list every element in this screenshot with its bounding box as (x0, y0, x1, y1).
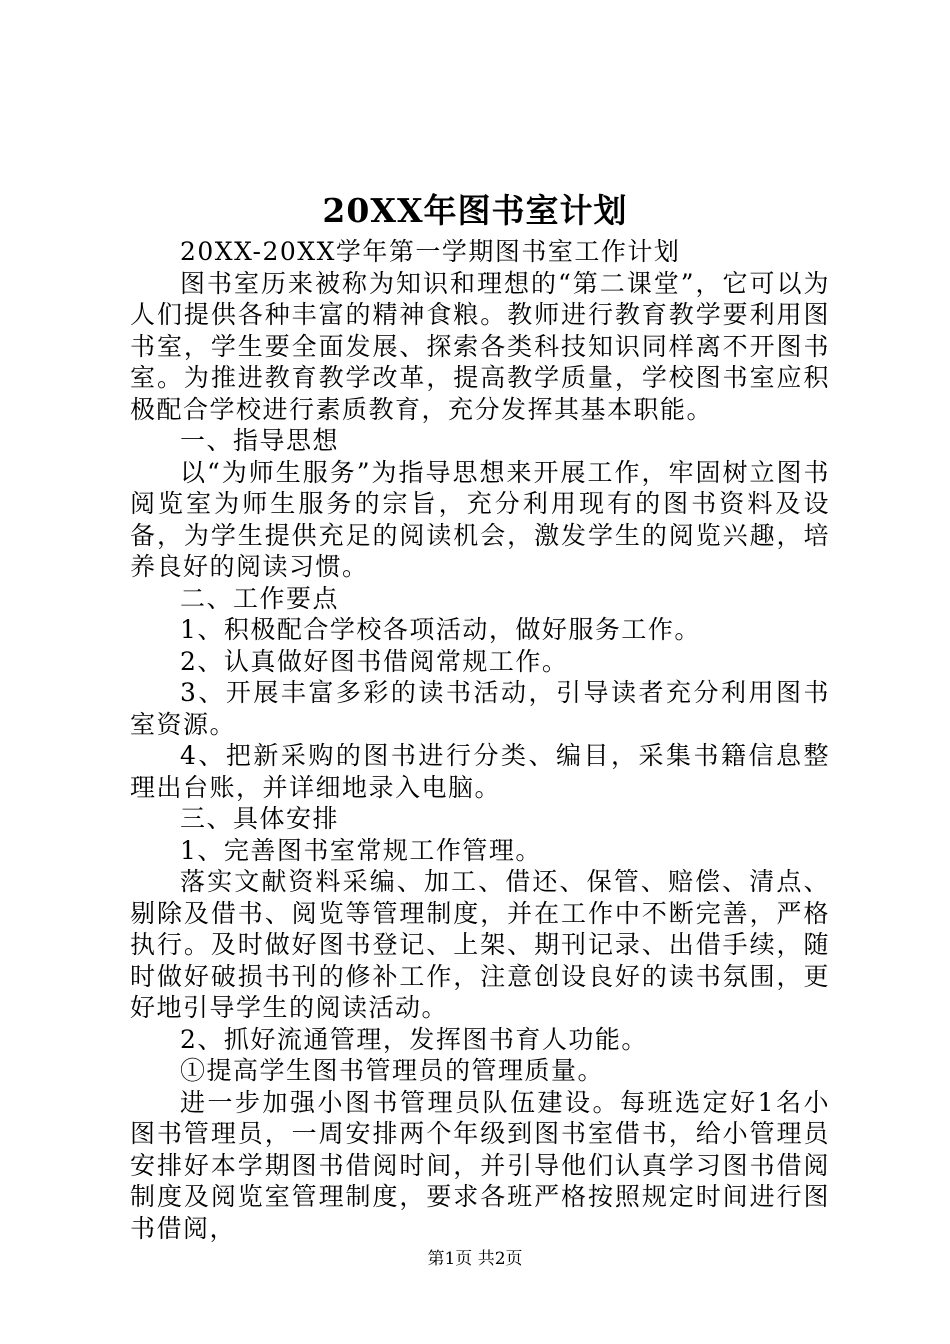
document-title: 20XX年图书室计划 (322, 191, 628, 230)
page-footer: 第1页 共2页 (427, 1249, 523, 1269)
list-item-arrangement-2: 2、抓好流通管理，发挥图书育人功能。 (180, 1024, 648, 1054)
heading-guiding-thought: 一、指导思想 (180, 426, 340, 455)
paragraph-arrangement-2-detail: 进一步加强小图书管理员队伍建设。每班选定好1名小图书管理员，一周安排两个年级到图书室借书，给小管理员安排好本学期图书借阅时间，并引导他们认真学习图书借阅制度及阅览室管理制度，要求各班严格按照规定时间进行图书借阅， (130, 1087, 830, 1243)
list-item-work-point-3: 3、开展丰富多彩的读书活动，引导读者充分利用图书室资源。 (130, 678, 830, 739)
list-item-arrangement-1: 1、完善图书室常规工作管理。 (180, 835, 542, 865)
list-item-work-point-4: 4、把新采购的图书进行分类、编目，采集书籍信息整理出台账，并详细地录入电脑。 (130, 741, 830, 802)
heading-work-points: 二、工作要点 (180, 583, 340, 613)
paragraph-arrangement-1-detail: 落实文献资料采编、加工、借还、保管、赔偿、清点、剔除及借书、阅览等管理制度，并在工作中不断完善，严格执行。及时做好图书登记、上架、期刊记录、出借手续，随时做好破损书刊的修补工作，注意创设良好的读书氛围，更好地引导学生的阅读活动。 (130, 867, 830, 1022)
list-item-work-point-2: 2、认真做好图书借阅常规工作。 (180, 646, 569, 676)
heading-arrangements: 三、具体安排 (180, 804, 340, 833)
paragraph-guiding-thought: 以“为师生服务”为指导思想来开展工作，牢固树立图书阅览室为师生服务的宗旨，充分利用现有的图书资料及设备，为学生提供充足的阅读机会，激发学生的阅览兴趣，培养良好的阅读习惯。 (130, 457, 830, 581)
paragraph-intro: 图书室历来被称为知识和理想的“第二课堂”，它可以为人们提供各种丰富的精神食粮。教师进行教育教学要利用图书室，学生要全面发展、探索各类科技知识同样离不开图书室。为推进教育教学改革，提高教学质量，学校图书室应积极配合学校进行素质教育，充分发挥其基本职能。 (130, 268, 830, 424)
document-body (130, 236, 830, 1244)
list-item-work-point-1: 1、积极配合学校各项活动，做好服务工作。 (180, 615, 701, 644)
paragraph-subtitle: 20XX-20XX学年第一学期图书室工作计划 (180, 237, 681, 266)
list-item-arrangement-2-sub-1: ①提高学生图书管理员的管理质量。 (180, 1056, 605, 1085)
